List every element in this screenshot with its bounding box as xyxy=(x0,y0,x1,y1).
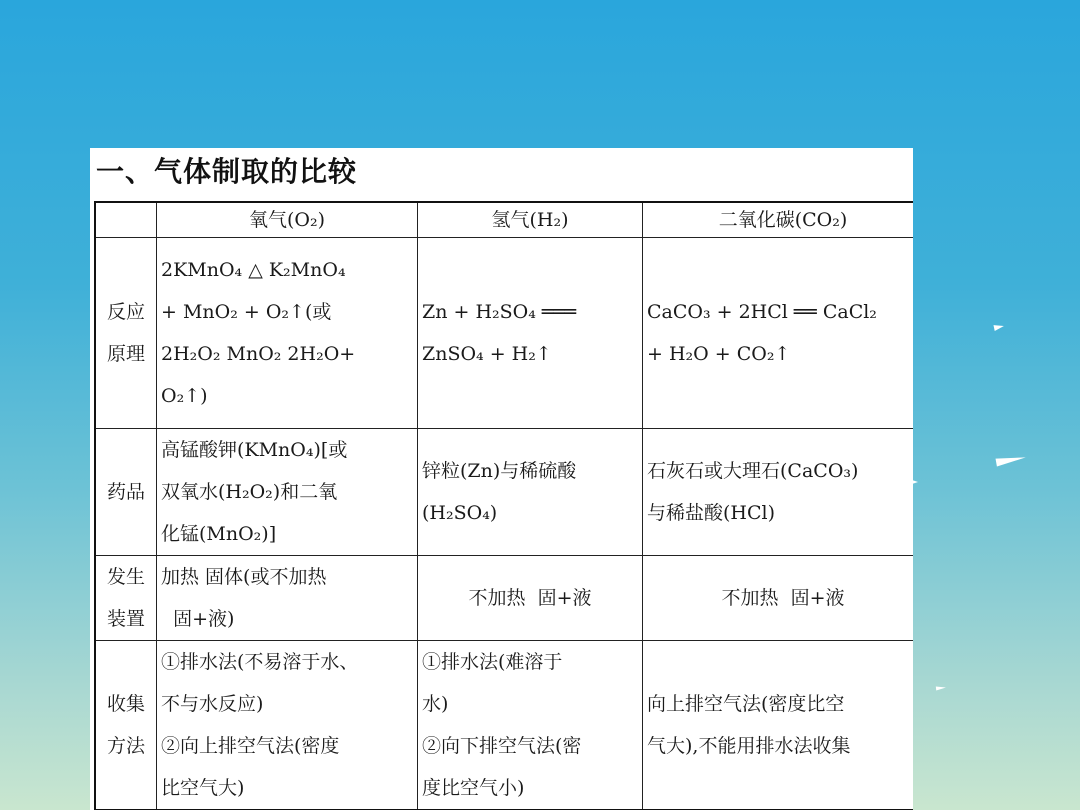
row-label: 收集 方法 xyxy=(95,641,157,810)
document-page xyxy=(90,148,913,810)
co2-cell: 石灰石或大理石(CaCO₃) 与稀盐酸(HCl) xyxy=(643,429,914,556)
section-title: 一、气体制取的比较 xyxy=(96,155,358,188)
co2-cell: CaCO₃ + 2HCl ══ CaCl₂ + H₂O + CO₂↑ xyxy=(643,238,914,429)
sparkle-decoration xyxy=(936,685,946,690)
oxygen-cell: 高锰酸钾(KMnO₄)[或 双氧水(H₂O₂)和二氧 化锰(MnO₂)] xyxy=(157,429,418,556)
sparkle-decoration xyxy=(996,453,1027,466)
row-label: 药品 xyxy=(95,429,157,556)
header-cell: 二氧化碳(CO₂) xyxy=(643,202,914,238)
table-row xyxy=(95,238,913,429)
gas-comparison-table xyxy=(94,201,913,810)
table-header-row xyxy=(95,202,913,238)
row-label: 发生 装置 xyxy=(95,556,157,641)
hydrogen-cell: ①排水法(难溶于 水) ②向下排空气法(密 度比空气小) xyxy=(418,641,643,810)
header-cell: 氧气(O₂) xyxy=(157,202,418,238)
oxygen-cell: 2KMnO₄ △ K₂MnO₄ + MnO₂ + O₂↑(或 2H₂O₂ MnO₂ 2H₂O+ O₂↑) xyxy=(157,238,418,429)
sparkle-decoration xyxy=(993,323,1004,331)
table-row xyxy=(95,641,913,810)
header-cell xyxy=(95,202,157,238)
table-row xyxy=(95,556,913,641)
table-row xyxy=(95,429,913,556)
header-cell: 氢气(H₂) xyxy=(418,202,643,238)
co2-cell: 不加热 固+液 xyxy=(643,556,914,641)
row-label: 反应 原理 xyxy=(95,238,157,429)
hydrogen-cell: 不加热 固+液 xyxy=(418,556,643,641)
co2-cell: 向上排空气法(密度比空 气大),不能用排水法收集 xyxy=(643,641,914,810)
hydrogen-cell: Zn + H₂SO₄ ═══ ZnSO₄ + H₂↑ xyxy=(418,238,643,429)
oxygen-cell: ①排水法(不易溶于水、 不与水反应) ②向上排空气法(密度 比空气大) xyxy=(157,641,418,810)
hydrogen-cell: 锌粒(Zn)与稀硫酸 (H₂SO₄) xyxy=(418,429,643,556)
oxygen-cell: 加热 固体(或不加热 固+液) xyxy=(157,556,418,641)
